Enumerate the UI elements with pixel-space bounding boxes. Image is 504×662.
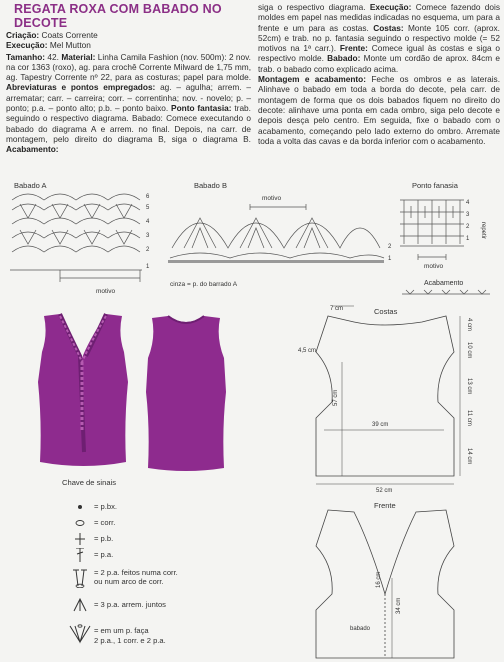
tamanho-label: Tamanho: (6, 51, 46, 62)
costas-section-text: Monte 105 corr. (aprox. 52cm) e trab. no p. fantasia seguindo o respectivo molde (= 52 motivos na 1ª carr.). (258, 22, 500, 54)
legend-text-corr: = corr. (94, 518, 116, 527)
slip-stitch-icon (68, 500, 92, 514)
execucao-section-label: Execução: (369, 2, 412, 12)
dim-34cm: 34 cm (396, 597, 402, 614)
acabamento-text: siga o respectivo diagrama. (258, 2, 370, 12)
babado-b-base-row (168, 260, 384, 263)
garment-photos (36, 312, 246, 474)
dim-4cm: 4 cm (466, 318, 472, 332)
pf-row-4: 4 (466, 200, 470, 206)
legend-text-pb: = p.b. (94, 534, 114, 543)
costas-label: Costas (374, 307, 398, 316)
frente-label: Frente (374, 501, 396, 510)
dim-16cm: 16 cm (376, 571, 382, 588)
babado-b-row-2: 2 (388, 244, 392, 250)
pf-row-1: 1 (466, 236, 470, 242)
two-double-crochet-icon (68, 566, 92, 588)
montagem-section-text: Feche os ombros e as laterais. Alinhave o babado em toda a borda do decote, pela carr. de montagem de forma que os dois babados fiquem no direito do decote: alinhave uma ponta em cada ombro, siga pelo decote e depois desça pelo centro. Em seguida, fixe o babado com o acabamento, começando pelo lado externo do ombro. Arremate toda a volta das cavas e da borda inferior com o acabamento. (258, 74, 501, 146)
babado-b-motivo-label: motivo (262, 195, 282, 202)
babado-a-diagram (10, 194, 142, 282)
legend-text-3pa: = 3 p.a. arrem. juntos (94, 600, 166, 609)
execucao-label: Execução: (6, 40, 48, 51)
material-text: Linha Camila Fashion (nov. 500m): 2 nov. na cor 1363 (roxo), ag. para crochê Corrente Milward de 1,75 mm, ag. Tapestry Corrente nº 22, para as costuras; papel para molde. (6, 51, 251, 83)
criacao-value: Coats Corrente (39, 30, 98, 40)
dim-52cm: 52 cm (376, 488, 393, 494)
legend-item-pb (62, 532, 242, 546)
legend-item-fan (62, 624, 242, 646)
costas-section-label: Costas: (373, 22, 404, 33)
legend-item-corr (62, 516, 242, 530)
execucao-section-text: Comece fazendo dois moldes em papel nas medidas indicadas no esquema, um para a frente e um para as costas. (258, 2, 500, 33)
single-crochet-icon (68, 532, 92, 546)
article-title (14, 2, 254, 30)
montagem-section-label: Montagem e acabamento: (258, 74, 366, 85)
dim-14cm: 14 cm (466, 448, 472, 465)
legend-text-pbx: = p.bx. (94, 502, 118, 511)
ponto-fantasia-text: trab. seguindo o respectivo diagrama. Babado: Comece executando o babado do diagrama A e arrem. no final. Depois, na carr. de montagem, pelo direito do diagrama B, siga o diagrama B. (6, 103, 251, 144)
frente-outline (316, 510, 454, 658)
acabamento-label: Acabamento: (6, 144, 59, 155)
legend-text-fan: = em um p. faça (94, 626, 149, 635)
acabamento-diagram (402, 290, 490, 294)
babado-a-row-6: 6 (146, 194, 150, 200)
babado-a-motivo-label: motivo (96, 288, 116, 295)
title-line-1: REGATA ROXA COM BABADO NO (14, 2, 222, 16)
fan-stitch-icon (68, 624, 92, 646)
babado-note: babado (350, 626, 371, 632)
credits (6, 30, 251, 51)
three-double-crochet-cluster-icon (68, 598, 92, 612)
ponto-fantasia-label: Ponto fantasia: (171, 103, 232, 114)
legend-item-3pa (62, 598, 242, 612)
dim-4-5cm: 4,5 cm (298, 348, 317, 354)
legend-text-pa: = p.a. (94, 550, 114, 559)
instructions-right-column (258, 2, 500, 146)
legend-text-2pa: = 2 p.a. feitos numa corr. (94, 568, 178, 577)
babado-b-row-1: 1 (388, 256, 392, 262)
acabamento-diagram-label: Acabamento (424, 280, 464, 287)
pattern-schematics (262, 298, 504, 662)
tamanho-text: 42. (45, 51, 62, 62)
double-crochet-icon (68, 548, 92, 562)
abreviaturas-text: ag. – agulha; arrem. – arrematar; carr. – carreira; corr. – correntinha; nov. - novelo; p. – ponto; p.a. – ponto alto; p.b. – ponto baixo. (6, 82, 251, 114)
babado-section-text: Monte um cordão de aprox. 84cm e trab. o babado como explicado acima. (258, 53, 501, 74)
legend-title: Chave de sinais (62, 478, 117, 487)
pf-motivo-label: motivo (424, 263, 444, 270)
pf-row-2: 2 (466, 224, 470, 230)
dim-7cm: 7 cm (330, 306, 344, 312)
babado-a-row-3: 3 (146, 233, 150, 239)
legend-item-pa (62, 548, 242, 562)
babado-a-row-5: 5 (146, 205, 150, 211)
dim-10cm: 10 cm (466, 342, 472, 359)
frente-section-text: Comece igual às costas e siga o respectivo molde. (258, 43, 500, 64)
babado-b-diagram (170, 204, 384, 258)
legend-text-fan-detail: 2 p.a., 1 corr. e 2 p.a. (94, 636, 166, 645)
crochet-diagrams (0, 178, 504, 300)
dim-57cm: 57 cm (333, 389, 339, 406)
abreviaturas-label: Abreviaturas e pontos empregados: (6, 82, 156, 93)
dim-39cm: 39 cm (372, 422, 389, 428)
dim-13cm: 13 cm (466, 378, 472, 395)
back-garment-photo (146, 316, 226, 471)
repetir-label: repetir (480, 222, 486, 240)
babado-a-label: Babado A (14, 181, 47, 190)
babado-section-label: Babado: (327, 53, 361, 64)
legend-item-2pa (62, 566, 242, 588)
babado-b-label: Babado B (194, 181, 227, 190)
chain-icon (68, 516, 92, 530)
dim-11cm: 11 cm (466, 410, 472, 426)
legend-item-pbx (62, 500, 242, 514)
cinza-note: cinza = p. do barrado A (170, 281, 238, 288)
babado-a-row-1: 1 (146, 264, 150, 270)
instructions-left-column (6, 30, 251, 155)
frente-section-label: Frente: (339, 43, 368, 54)
material-label: Material: (61, 51, 96, 62)
execucao-value: Mel Mutton (47, 40, 91, 51)
criacao-label: Criação: (6, 30, 40, 40)
title-line-2: DECOTE (14, 16, 68, 30)
ponto-fantasia-diagram (400, 200, 464, 260)
babado-a-row-4: 4 (146, 219, 150, 225)
legend-text-2pa-alt: ou num arco de corr. (94, 577, 164, 586)
pf-row-3: 3 (466, 212, 470, 218)
ponto-fantasia-label: Ponto fanasia (412, 181, 458, 190)
babado-a-row-2: 2 (146, 247, 150, 253)
front-garment-photo (38, 314, 128, 466)
instructions-left-body (6, 52, 251, 155)
